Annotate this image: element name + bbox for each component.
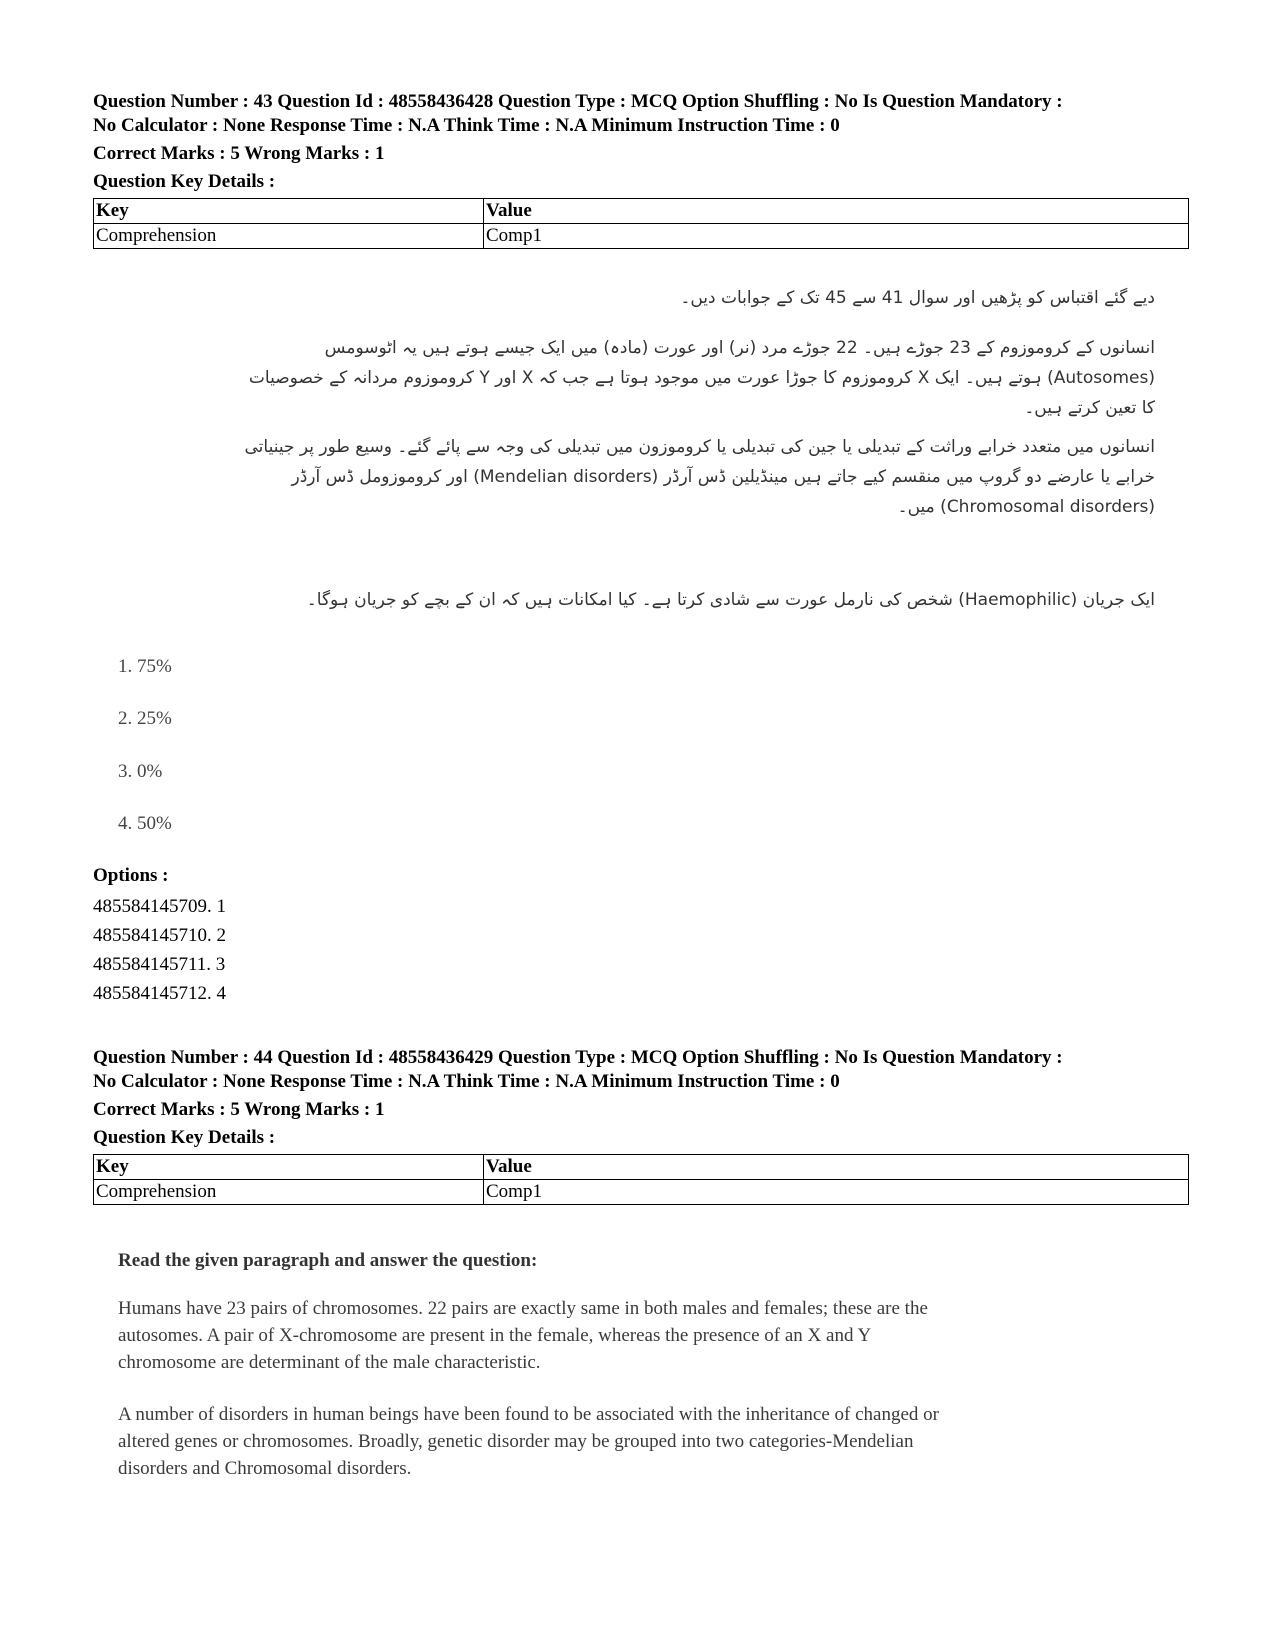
urdu-instruction: دیے گئے اقتباس کو پڑھیں اور سوال 41 سے 45 تک کے جوابات دیں۔ [680, 288, 1155, 308]
table-header-row [94, 1155, 1189, 1180]
image-option-3: 3. 0% [118, 761, 163, 782]
question-44-header [93, 1046, 1183, 1205]
urdu-para2-line1: انسانوں میں متعدد خرابے وراثت کے تبدیلی یا جین کی تبدیلی یا کروموزون میں تبدیلی کی وجہ سے پائے گئے۔ وسیع طور پر جینیاتی [244, 437, 1155, 457]
q44-key-details-label: Question Key Details : [93, 1127, 276, 1148]
q44-instruction [118, 1247, 1138, 1274]
table-header-value: Value [484, 1155, 1189, 1180]
q43-meta-line2: No Calculator : None Response Time : N.A Think Time : N.A Minimum Instruction Time : 0 [93, 115, 840, 136]
urdu-paragraph-2 [115, 432, 1155, 522]
para2-line2: altered genes or chromosomes. Broadly, genetic disorder may be grouped into two categories-Mendelian [118, 1431, 914, 1452]
q44-key-table [93, 1154, 1189, 1205]
para2-line1: A number of disorders in human beings have been found to be associated with the inheritance of changed or [118, 1404, 939, 1425]
urdu-para2-line2: خرابے یا عارضے دو گروپ میں منقسم کیے جاتے ہیں مینڈیلین ڈس آرڈر (Mendelian disorders) اور کروموزومل ڈس آرڈر [291, 467, 1155, 487]
table-cell-key: Comprehension [94, 1180, 484, 1205]
table-cell-value: Comp1 [484, 1180, 1189, 1205]
q44-paragraph-1 [118, 1295, 1138, 1376]
list-item: 485584145710. 2 [93, 925, 226, 946]
q44-meta-line2: No Calculator : None Response Time : N.A Think Time : N.A Minimum Instruction Time : 0 [93, 1071, 840, 1092]
instruction-text: Read the given paragraph and answer the question: [118, 1250, 538, 1271]
para1-line3: chromosome are determinant of the male characteristic. [118, 1352, 541, 1373]
para1-line1: Humans have 23 pairs of chromosomes. 22 pairs are exactly same in both males and females; these are the [118, 1298, 928, 1319]
q44-paragraph-2 [118, 1401, 1138, 1482]
para2-line3: disorders and Chromosomal disorders. [118, 1458, 412, 1479]
table-cell-value: Comp1 [484, 224, 1189, 249]
image-option-1: 1. 75% [118, 656, 172, 677]
q43-marks: Correct Marks : 5 Wrong Marks : 1 [93, 143, 385, 164]
urdu-para1-line1: انسانوں کے کروموزوم کے 23 جوڑے ہیں۔ 22 جوڑے مرد (نر) اور عورت (مادہ) میں ایک جیسے ہوتے ہیں یہ اٹوسومس [324, 338, 1155, 358]
para1-line2: autosomes. A pair of X-chromosome are present in the female, whereas the presence of an X and Y [118, 1325, 872, 1346]
table-header-value: Value [484, 199, 1189, 224]
urdu-paragraph-1 [115, 333, 1155, 423]
q43-options-list [93, 892, 226, 1008]
list-item: 485584145709. 1 [93, 896, 226, 917]
image-option-4: 4. 50% [118, 813, 172, 834]
table-row [94, 1180, 1189, 1205]
table-cell-key: Comprehension [94, 224, 484, 249]
urdu-para1-line2: (Autosomes) ہوتے ہیں۔ ایک X کروموزوم کا جوڑا عورت میں موجود ہوتا ہے جب کہ X اور Y کروموزوم مردانہ کے خصوصیات [248, 368, 1155, 388]
image-option-2: 2. 25% [118, 708, 172, 729]
question-43-header [93, 90, 1183, 249]
q44-meta-line1: Question Number : 44 Question Id : 48558436429 Question Type : MCQ Option Shuffling : No Is Question Mandatory : [93, 1047, 1063, 1068]
q43-meta-line1: Question Number : 43 Question Id : 48558436428 Question Type : MCQ Option Shuffling : No Is Question Mandatory : [93, 91, 1063, 112]
table-header-key: Key [94, 1155, 484, 1180]
list-item: 485584145712. 4 [93, 983, 226, 1004]
q43-key-table [93, 198, 1189, 249]
list-item: 485584145711. 3 [93, 954, 226, 975]
urdu-question: ایک جریان (Haemophilic) شخص کی نارمل عورت سے شادی کرتا ہے۔ کیا امکانات ہیں کہ ان کے بچے کو جریان ہوگا۔ [306, 590, 1155, 610]
table-header-key: Key [94, 199, 484, 224]
table-row [94, 224, 1189, 249]
q44-marks: Correct Marks : 5 Wrong Marks : 1 [93, 1099, 385, 1120]
urdu-para2-line3: (Chromosomal disorders) میں۔ [897, 497, 1155, 517]
q43-key-details-label: Question Key Details : [93, 171, 276, 192]
table-header-row [94, 199, 1189, 224]
urdu-para1-line3: کا تعین کرتے ہیں۔ [1024, 398, 1155, 418]
q43-options-label: Options : [93, 865, 169, 886]
